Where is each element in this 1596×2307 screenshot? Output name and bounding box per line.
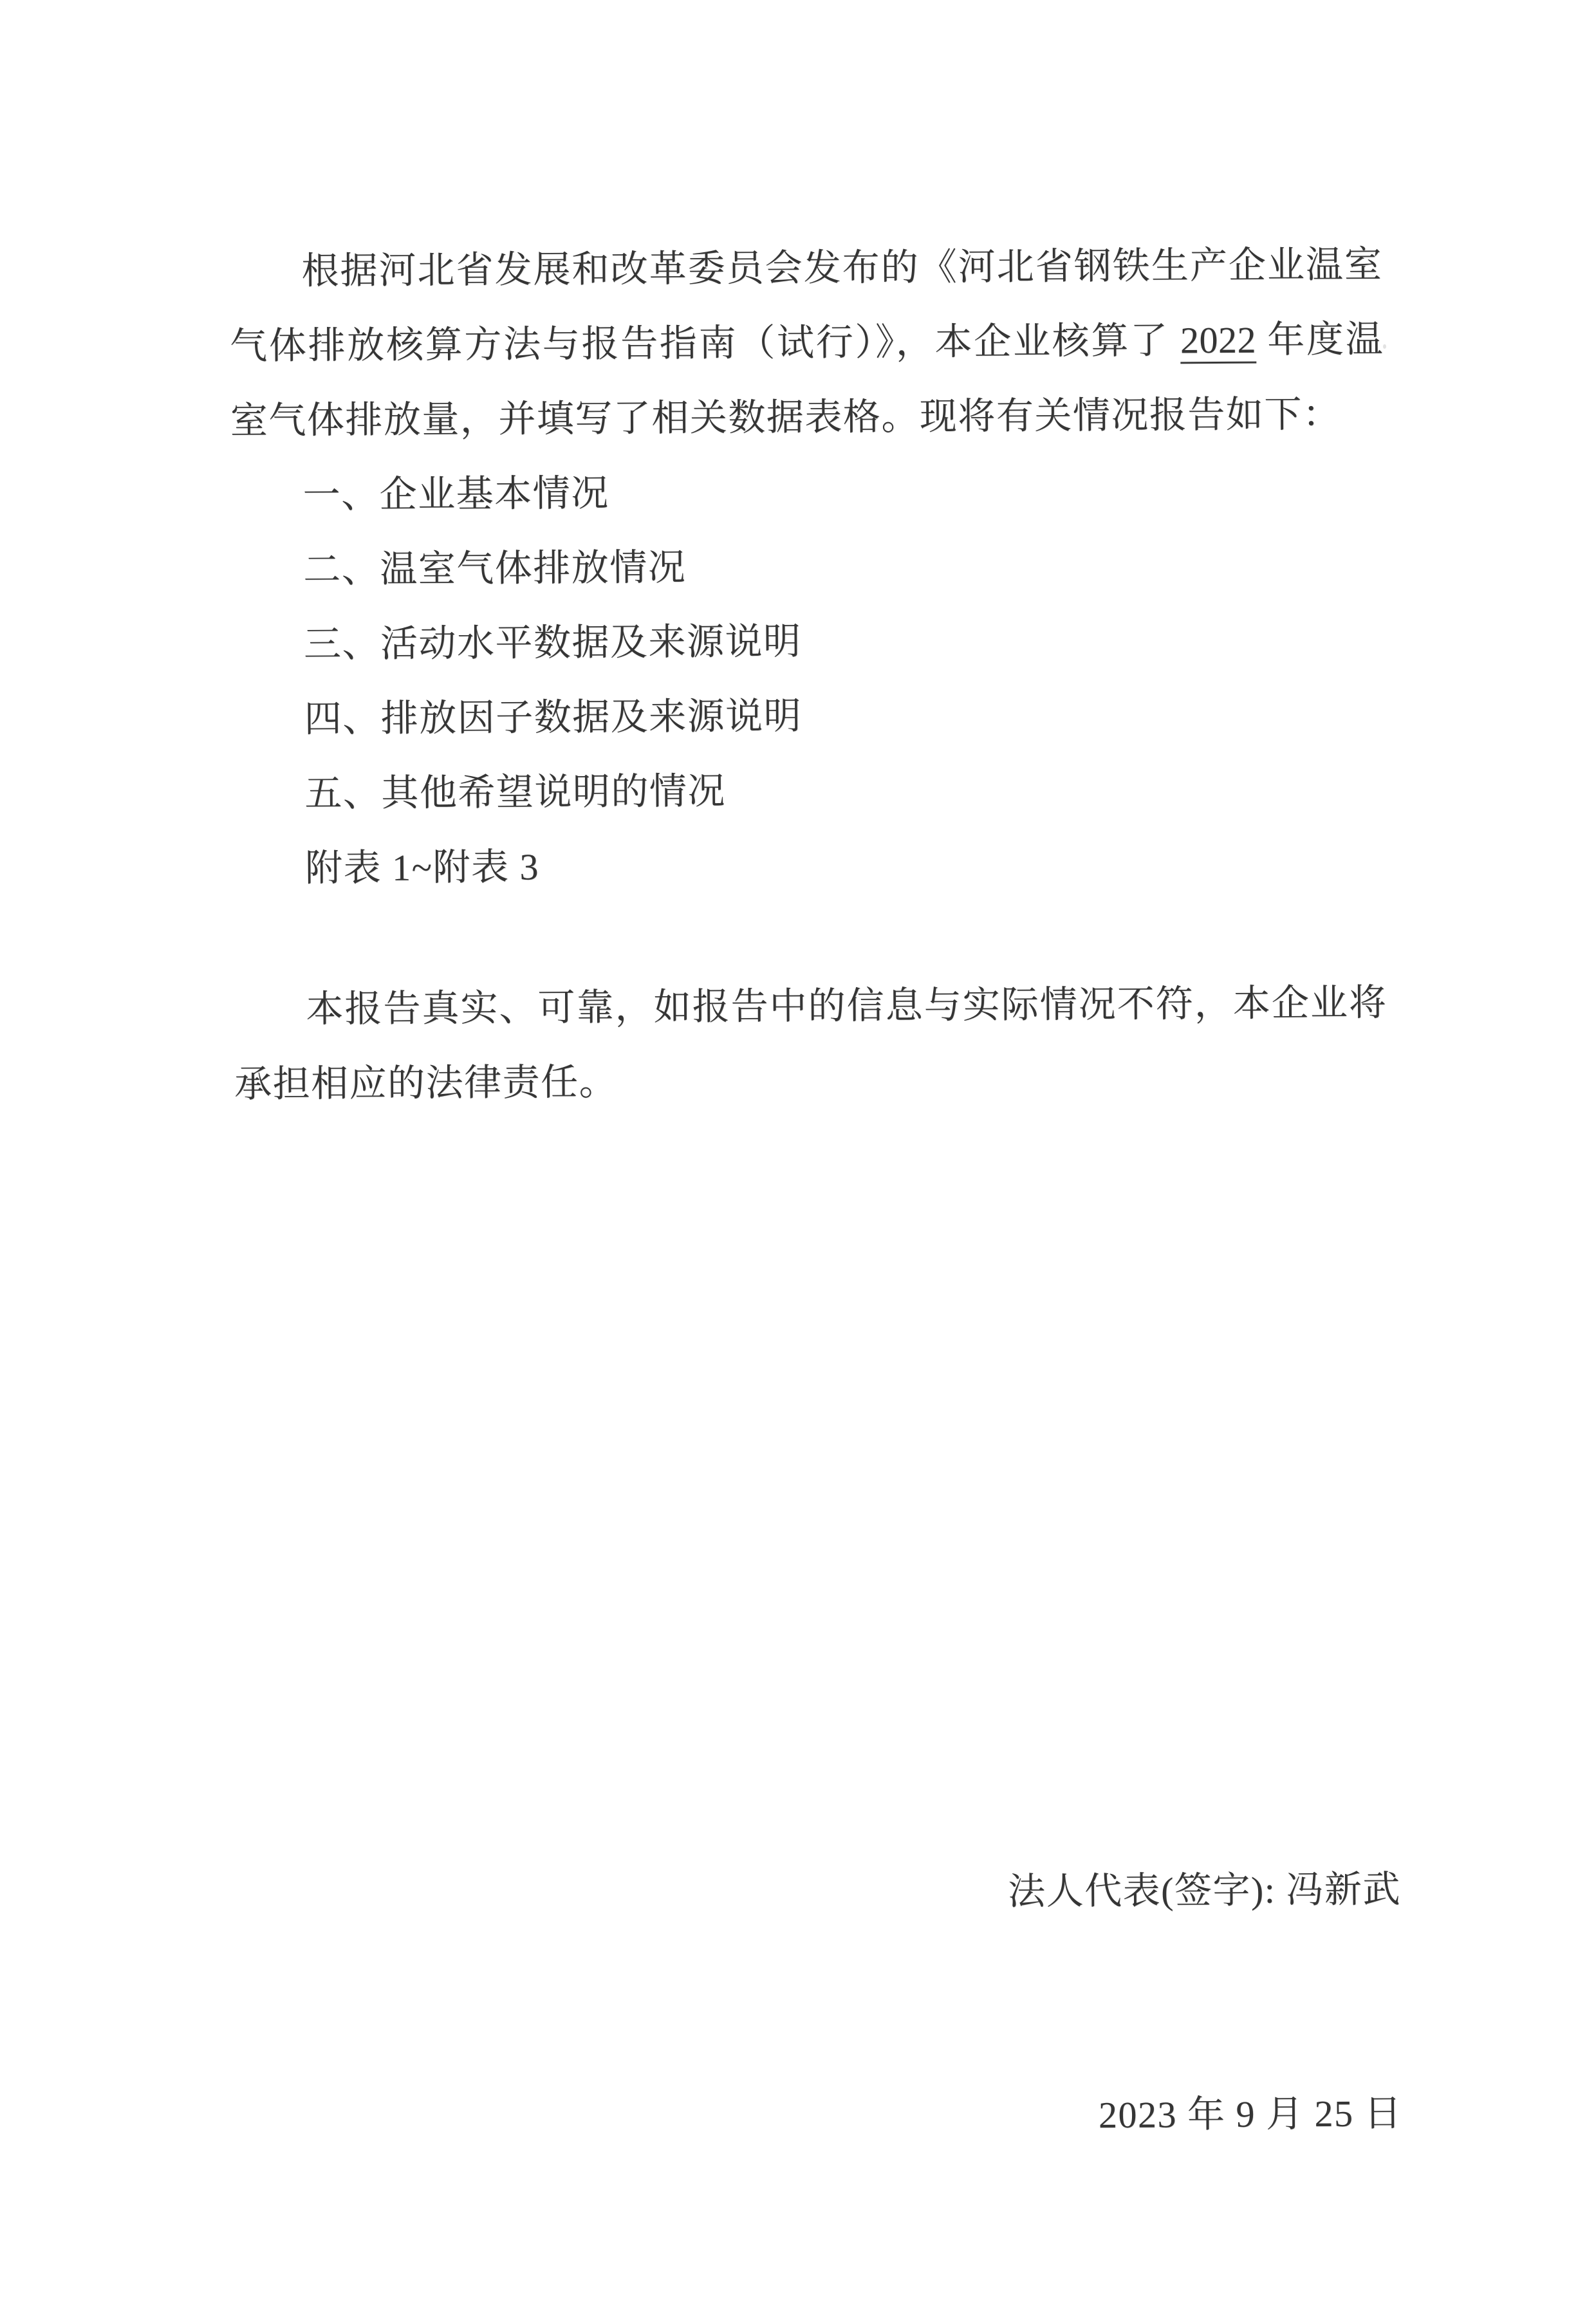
document-body (229, 227, 1403, 2136)
toc-item-2: 二、温室气体排放情况 (303, 546, 687, 591)
signature-date: 2023 年 9 月 25 日 (1098, 2092, 1403, 2136)
signature-name: 冯新武 (1286, 1868, 1402, 1911)
toc-item-3: 三、活动水平数据及来源说明 (303, 620, 802, 665)
toc-item-1: 一、企业基本情况 (302, 472, 609, 516)
legal-representative-signature-line (1008, 1852, 1401, 1929)
paragraph1-line2-post: 年度温 (1256, 318, 1384, 361)
signature-label: 法人代表(签字): (1007, 1869, 1286, 1913)
paragraph2-line1: 本报告真实、可靠，如报告中的信息与实际情况不符，本企业将 (306, 981, 1387, 1030)
reporting-year-underlined: 2022 (1180, 319, 1256, 364)
blank-line (233, 899, 1387, 972)
paragraph1-line3: 室气体排放量，并填写了相关数据表格。现将有关情况报告如下： (230, 393, 1341, 442)
scan-artifact-speck (1383, 344, 1386, 349)
signature-block (1007, 1703, 1403, 2302)
toc-item-4: 四、排放因子数据及来源说明 (304, 694, 803, 740)
paragraph2-line2: 承担相应的法律责任。 (234, 1061, 618, 1106)
appendix-note: 附表 1~附表 3 (304, 846, 540, 889)
paragraph1-line1: 根据河北省发展和改革委员会发布的《河北省钢铁生产企业温室 (301, 243, 1383, 292)
toc-item-5: 五、其他希望说明的情况 (304, 770, 727, 815)
paragraph1-line2-pre: 气体排放核算方法与报告指南（试行）》，本企业核算了 (229, 319, 1181, 367)
paragraph1-line2 (230, 302, 1384, 384)
